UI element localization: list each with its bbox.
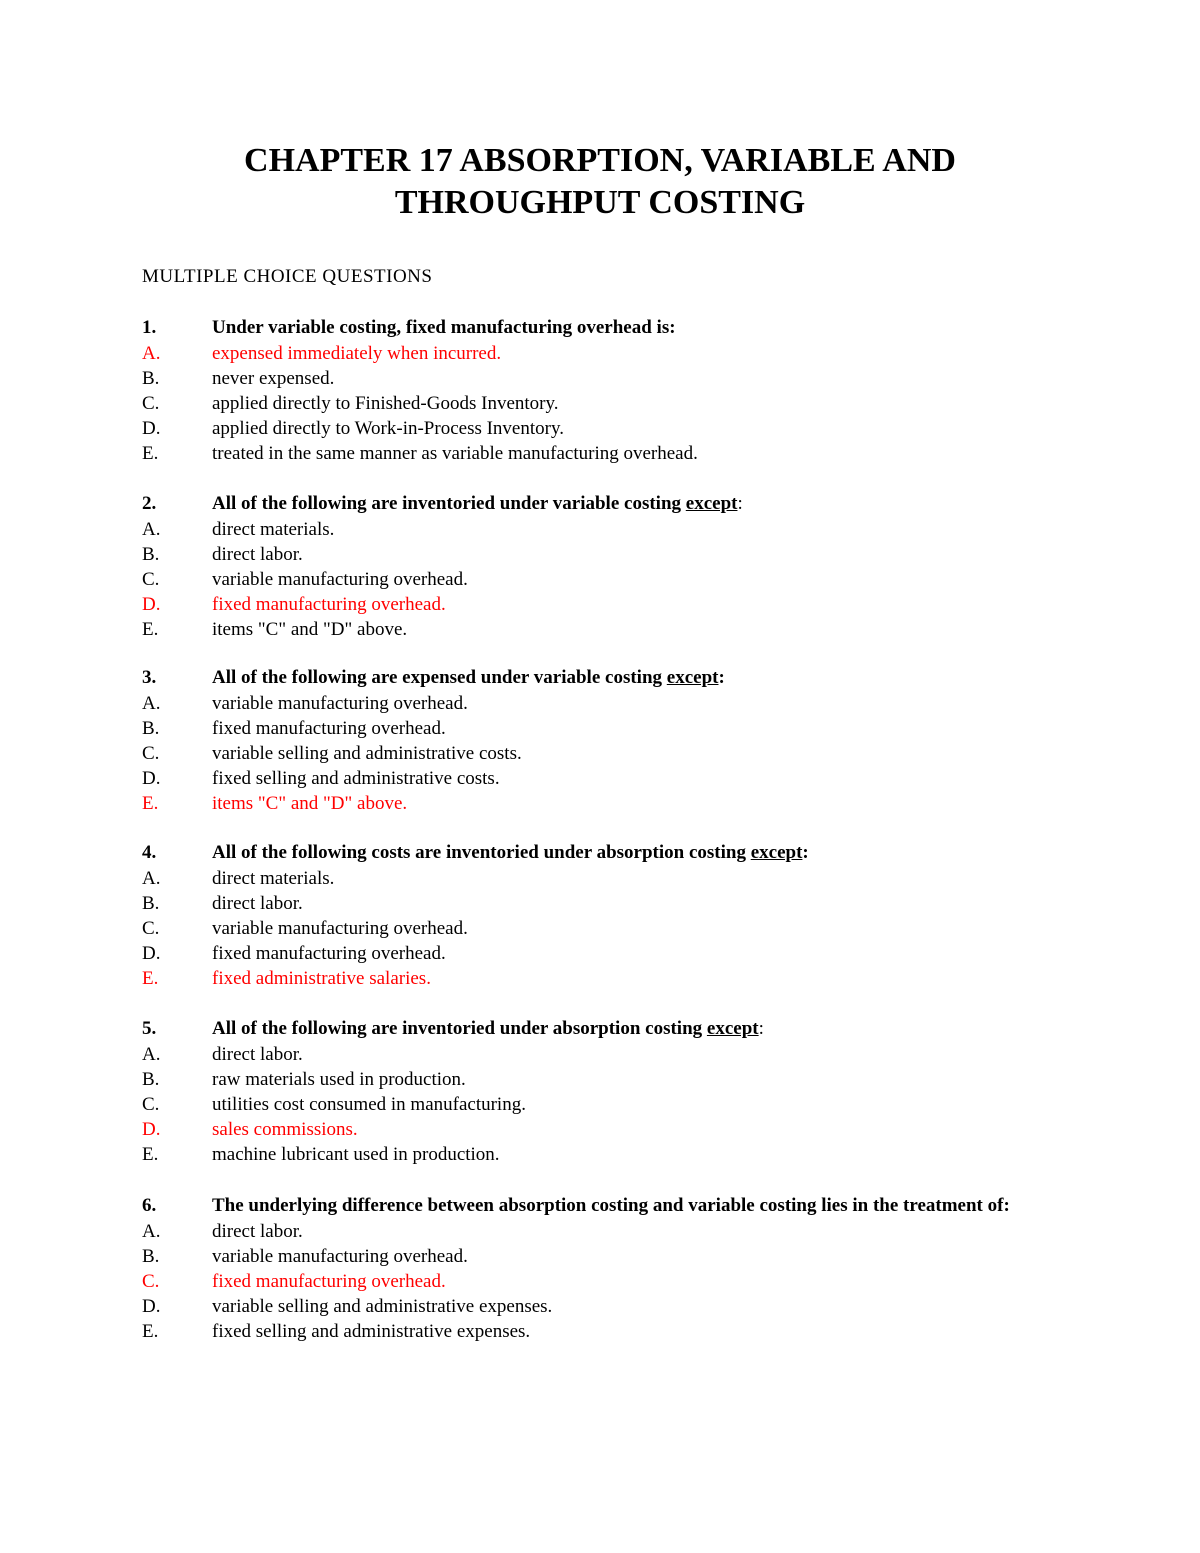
answer-option xyxy=(142,341,1022,366)
answer-option xyxy=(142,567,1022,592)
answer-option xyxy=(142,1117,1022,1142)
question-text xyxy=(212,1018,764,1039)
answer-option xyxy=(142,1244,1022,1269)
question-text: Under variable costing, fixed manufacturing overhead is: xyxy=(212,317,676,338)
option-text: treated in the same manner as variable manufacturing overhead. xyxy=(212,443,698,464)
option-text: fixed manufacturing overhead. xyxy=(212,718,446,739)
answer-option xyxy=(142,1219,1022,1244)
option-letter: E. xyxy=(142,619,159,640)
option-text: never expensed. xyxy=(212,368,335,389)
option-letter: A. xyxy=(142,868,161,889)
option-text: fixed selling and administrative expenses. xyxy=(212,1321,531,1342)
option-letter: B. xyxy=(142,544,160,565)
option-letter: C. xyxy=(142,1271,160,1292)
option-letter: D. xyxy=(142,943,161,964)
answer-option xyxy=(142,741,1022,766)
question-text-main: All of the following are expensed under variable costing xyxy=(212,667,667,688)
title-line-1: CHAPTER 17 ABSORPTION, VARIABLE AND xyxy=(244,142,956,179)
answer-option xyxy=(142,791,1022,816)
question-1 xyxy=(142,316,1022,466)
question-text-main: All of the following are inventoried under absorption costing xyxy=(212,1018,707,1039)
question-stem xyxy=(142,316,1022,339)
option-letter: E. xyxy=(142,1144,159,1165)
question-6 xyxy=(142,1194,1022,1344)
question-text xyxy=(212,493,743,514)
option-text: raw materials used in production. xyxy=(212,1069,466,1090)
answer-option xyxy=(142,1042,1022,1067)
option-text: applied directly to Finished-Goods Inventory. xyxy=(212,393,559,414)
option-letter: A. xyxy=(142,343,161,364)
option-text: direct labor. xyxy=(212,1221,303,1242)
answer-option xyxy=(142,1142,1022,1167)
title-line-2: THROUGHPUT COSTING xyxy=(394,184,806,221)
option-text: fixed manufacturing overhead. xyxy=(212,943,446,964)
option-letter: D. xyxy=(142,768,161,789)
answer-option xyxy=(142,617,1022,642)
answer-option xyxy=(142,1269,1022,1294)
option-text: machine lubricant used in production. xyxy=(212,1144,500,1165)
question-text: The underlying difference between absorption costing and variable costing lies in the treatment of: xyxy=(212,1195,1010,1216)
option-text: fixed manufacturing overhead. xyxy=(212,594,446,615)
option-text: variable selling and administrative expenses. xyxy=(212,1296,553,1317)
question-number: 3. xyxy=(142,667,157,688)
option-text: items "C" and "D" above. xyxy=(212,793,408,814)
question-stem xyxy=(142,1194,1022,1217)
option-letter: E. xyxy=(142,968,159,989)
question-text-main: All of the following are inventoried under variable costing xyxy=(212,493,686,514)
question-number: 1. xyxy=(142,317,157,338)
option-text: direct labor. xyxy=(212,893,303,914)
answer-option xyxy=(142,1092,1022,1117)
question-text-end: : xyxy=(802,842,809,863)
question-number: 4. xyxy=(142,842,157,863)
question-number: 2. xyxy=(142,493,157,514)
option-letter: D. xyxy=(142,594,161,615)
answer-option xyxy=(142,592,1022,617)
option-text: direct labor. xyxy=(212,1044,303,1065)
option-text: direct materials. xyxy=(212,868,335,889)
option-letter: C. xyxy=(142,918,160,939)
question-3 xyxy=(142,666,1022,816)
option-text: variable manufacturing overhead. xyxy=(212,569,468,590)
question-stem xyxy=(142,1017,1022,1040)
question-emphasis: except xyxy=(685,493,738,514)
option-text: variable manufacturing overhead. xyxy=(212,693,468,714)
option-text: items "C" and "D" above. xyxy=(212,619,408,640)
answer-option xyxy=(142,941,1022,966)
question-number: 6. xyxy=(142,1195,157,1216)
answer-option xyxy=(142,1319,1022,1344)
option-letter: D. xyxy=(142,1119,161,1140)
option-text: fixed administrative salaries. xyxy=(212,968,431,989)
question-stem xyxy=(142,841,1022,864)
option-letter: E. xyxy=(142,443,159,464)
option-letter: B. xyxy=(142,1246,160,1267)
question-emphasis: except xyxy=(666,667,719,688)
answer-option xyxy=(142,366,1022,391)
option-letter: C. xyxy=(142,1094,160,1115)
answer-option xyxy=(142,416,1022,441)
question-emphasis: except xyxy=(750,842,803,863)
option-letter: A. xyxy=(142,1044,161,1065)
option-text: fixed selling and administrative costs. xyxy=(212,768,500,789)
option-text: direct labor. xyxy=(212,544,303,565)
answer-option xyxy=(142,916,1022,941)
option-letter: A. xyxy=(142,1221,161,1242)
option-text: variable manufacturing overhead. xyxy=(212,1246,468,1267)
question-text-main: All of the following costs are inventoried under absorption costing xyxy=(212,842,751,863)
answer-option xyxy=(142,391,1022,416)
option-letter: C. xyxy=(142,743,160,764)
option-letter: B. xyxy=(142,1069,160,1090)
option-letter: E. xyxy=(142,793,159,814)
option-text: sales commissions. xyxy=(212,1119,358,1140)
option-letter: B. xyxy=(142,893,160,914)
option-letter: C. xyxy=(142,393,160,414)
answer-option xyxy=(142,517,1022,542)
option-text: fixed manufacturing overhead. xyxy=(212,1271,446,1292)
question-text-end: : xyxy=(718,667,725,688)
question-text xyxy=(212,667,725,688)
question-stem xyxy=(142,492,1022,515)
option-letter: A. xyxy=(142,693,161,714)
answer-option xyxy=(142,891,1022,916)
question-4 xyxy=(142,841,1022,991)
answer-option xyxy=(142,866,1022,891)
question-stem xyxy=(142,666,1022,689)
option-text: direct materials. xyxy=(212,519,335,540)
option-letter: A. xyxy=(142,519,161,540)
document-title xyxy=(0,140,1200,224)
answer-option xyxy=(142,1067,1022,1092)
option-letter: C. xyxy=(142,569,160,590)
answer-option xyxy=(142,766,1022,791)
option-text: variable manufacturing overhead. xyxy=(212,918,468,939)
question-text xyxy=(212,842,809,863)
option-letter: B. xyxy=(142,368,160,389)
question-text-end: : xyxy=(737,493,743,514)
question-number: 5. xyxy=(142,1018,157,1039)
option-text: applied directly to Work-in-Process Inventory. xyxy=(212,418,564,439)
option-text: expensed immediately when incurred. xyxy=(212,343,502,364)
answer-option xyxy=(142,1294,1022,1319)
question-2 xyxy=(142,492,1022,642)
answer-option xyxy=(142,441,1022,466)
option-text: variable selling and administrative costs. xyxy=(212,743,522,764)
answer-option xyxy=(142,691,1022,716)
option-text: utilities cost consumed in manufacturing. xyxy=(212,1094,526,1115)
question-emphasis: except xyxy=(706,1018,759,1039)
question-5 xyxy=(142,1017,1022,1167)
option-letter: D. xyxy=(142,1296,161,1317)
question-text-end: : xyxy=(758,1018,764,1039)
answer-option xyxy=(142,966,1022,991)
answer-option xyxy=(142,716,1022,741)
option-letter: D. xyxy=(142,418,161,439)
option-letter: E. xyxy=(142,1321,159,1342)
section-heading: MULTIPLE CHOICE QUESTIONS xyxy=(142,266,433,287)
answer-option xyxy=(142,542,1022,567)
option-letter: B. xyxy=(142,718,160,739)
